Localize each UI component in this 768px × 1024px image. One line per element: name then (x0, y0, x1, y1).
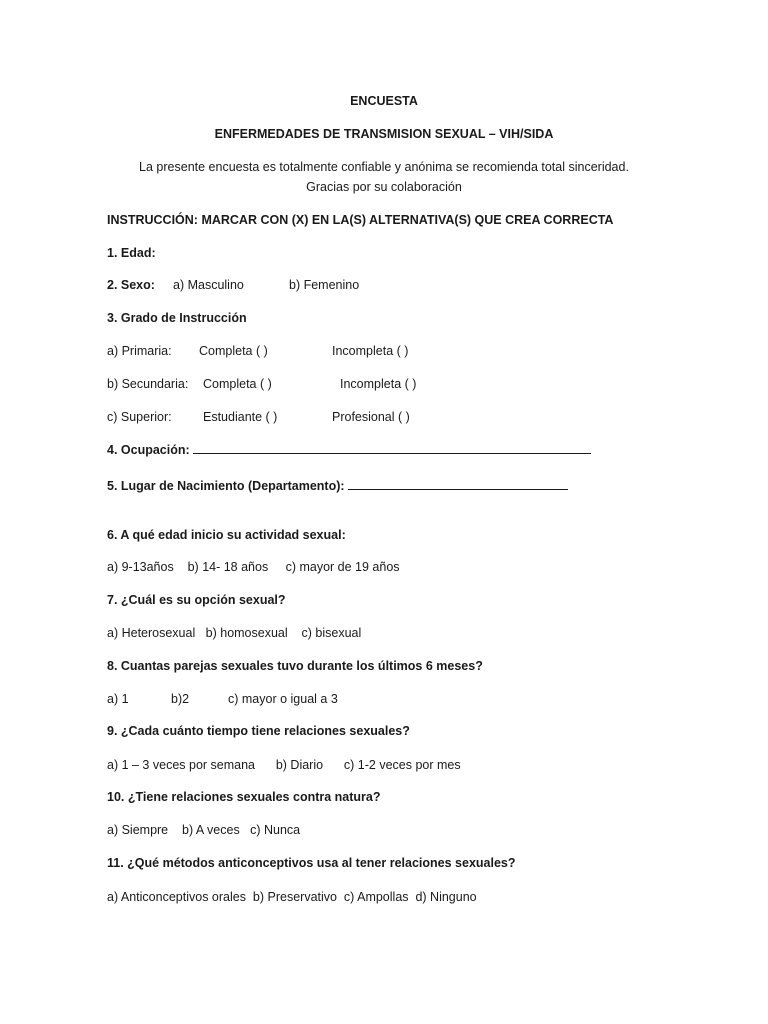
options-contraceptives[interactable]: a) Anticonceptivos orales b) Preservativo c) Ampollas d) Ninguno (107, 890, 477, 904)
instruction-text: INSTRUCCIÓN: MARCAR CON (X) EN LA(S) ALTERNATIVA(S) QUE CREA CORRECTA (107, 213, 614, 227)
option-femenino[interactable]: b) Femenino (289, 278, 360, 292)
intro-text: La presente encuesta es totalmente confiable y anónima se recomienda total sinceridad. (139, 160, 629, 174)
question-sexual-orientation: 7. ¿Cuál es su opción sexual? (107, 593, 286, 607)
option-partners-1[interactable]: a) 1 (107, 692, 129, 706)
option-masculino[interactable]: a) Masculino (173, 278, 244, 292)
question-birthplace (107, 477, 568, 494)
occupation-blank-line[interactable] (193, 441, 591, 454)
question-occupation-label: 4. Ocupación: (107, 443, 190, 457)
question-contra-natura: 10. ¿Tiene relaciones sexuales contra natura? (107, 790, 381, 804)
question-sexual-start-age: 6. A qué edad inicio su actividad sexual: (107, 528, 346, 542)
question-contraceptives: 11. ¿Qué métodos anticonceptivos usa al tener relaciones sexuales? (107, 856, 516, 870)
option-superior-estudiante[interactable]: Estudiante ( ) (203, 410, 278, 424)
thanks-text: Gracias por su colaboración (306, 180, 462, 194)
options-frequency[interactable]: a) 1 – 3 veces por semana b) Diario c) 1-2 veces por mes (107, 758, 461, 772)
question-birthplace-label: 5. Lugar de Nacimiento (Departamento): (107, 479, 345, 493)
education-primaria-label: a) Primaria: (107, 344, 172, 358)
question-sex: 2. Sexo: (107, 278, 155, 292)
option-partners-2[interactable]: b)2 (171, 692, 190, 706)
option-partners-3-plus[interactable]: c) mayor o igual a 3 (228, 692, 338, 706)
option-primaria-incompleta[interactable]: Incompleta ( ) (332, 344, 409, 358)
option-secundaria-completa[interactable]: Completa ( ) (203, 377, 272, 391)
survey-title: ENCUESTA (350, 94, 418, 108)
education-superior-label: c) Superior: (107, 410, 172, 424)
options-sexual-orientation[interactable]: a) Heterosexual b) homosexual c) bisexual (107, 626, 362, 640)
question-education: 3. Grado de Instrucción (107, 311, 247, 325)
birthplace-blank-line[interactable] (348, 477, 568, 490)
options-contra-natura[interactable]: a) Siempre b) A veces c) Nunca (107, 823, 301, 837)
survey-subtitle: ENFERMEDADES DE TRANSMISION SEXUAL – VIH/SIDA (214, 127, 554, 141)
option-superior-profesional[interactable]: Profesional ( ) (332, 410, 410, 424)
question-age: 1. Edad: (107, 246, 156, 260)
question-occupation (107, 441, 591, 458)
question-frequency: 9. ¿Cada cuánto tiempo tiene relaciones sexuales? (107, 724, 410, 738)
question-partners: 8. Cuantas parejas sexuales tuvo durante los últimos 6 meses? (107, 659, 483, 673)
education-secundaria-label: b) Secundaria: (107, 377, 189, 391)
options-sexual-start-age[interactable]: a) 9-13años b) 14- 18 años c) mayor de 19 años (107, 560, 400, 574)
option-primaria-completa[interactable]: Completa ( ) (199, 344, 268, 358)
option-secundaria-incompleta[interactable]: Incompleta ( ) (340, 377, 417, 391)
